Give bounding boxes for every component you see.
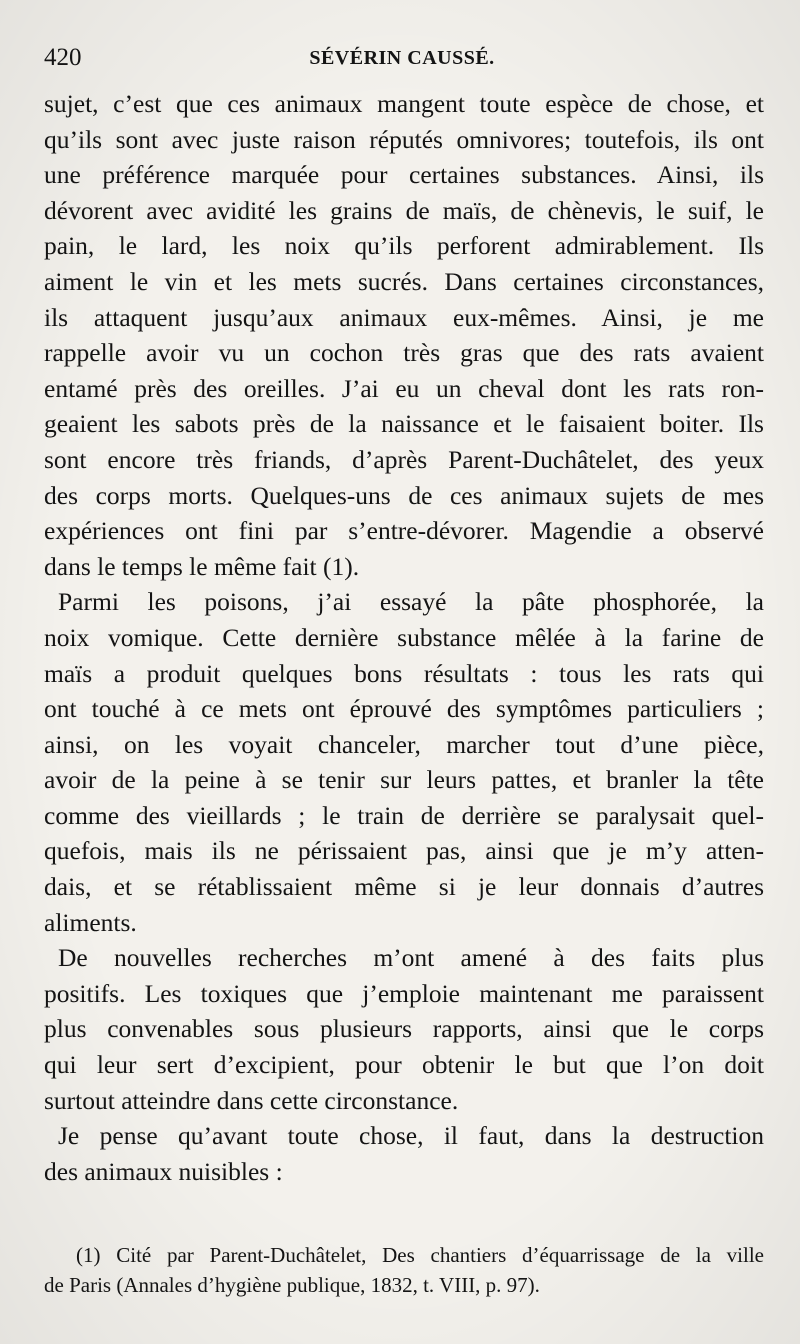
text-line: dévorent avec avidité les grains de maïs, de chènevis, le suif, le	[44, 195, 764, 225]
text-line: ont touché à ce mets ont éprouvé des symptômes particuliers ;	[44, 694, 764, 724]
footnote	[44, 1240, 764, 1300]
text-line: avoir de la peine à se tenir sur leurs pattes, et branler la tête	[44, 765, 764, 795]
text-line: maïs a produit quelques bons résultats : tous les rats qui	[44, 658, 764, 688]
text-line: pain, le lard, les noix qu’ils perforent admirablement. Ils	[44, 231, 764, 261]
page-header	[44, 40, 760, 76]
text-line: surtout atteindre dans cette circonstance.	[44, 1085, 459, 1115]
text-line: ils attaquent jusqu’aux animaux eux-mêmes. Ainsi, je me	[44, 302, 764, 332]
text-line: sujet, c’est que ces animaux mangent toute espèce de chose, et	[44, 89, 764, 118]
text-line: des corps morts. Quelques-uns de ces animaux sujets de mes	[44, 480, 764, 510]
text-line: entamé près des oreilles. J’ai eu un cheval dont les rats ron-	[44, 373, 764, 403]
page-number: 420	[44, 44, 82, 71]
text-line: dans le temps le même fait (1).	[44, 551, 360, 581]
text-line: sont encore très friands, d’après Parent-Duchâtelet, des yeux	[44, 444, 764, 474]
text-line: aliments.	[44, 907, 137, 937]
footnote-line: de Paris (Annales d’hygiène publique, 1832, t. VIII, p. 97).	[44, 1273, 540, 1297]
text-line: une préférence marquée pour certaines substances. Ainsi, ils	[44, 160, 764, 190]
text-line: comme des vieillards ; le train de derrière se paralysait quel-	[44, 800, 764, 830]
text-line: ainsi, on les voyait chanceler, marcher tout d’une pièce,	[44, 729, 764, 759]
text-line: aiment le vin et les mets sucrés. Dans certaines circonstances,	[44, 266, 764, 296]
text-line: positifs. Les toxiques que j’emploie maintenant me paraissent	[44, 978, 764, 1008]
paragraph-first-line: De nouvelles recherches m’ont amené à des faits plus	[58, 943, 764, 973]
text-line: expériences ont fini par s’entre-dévorer. Magendie a observé	[44, 516, 764, 546]
footnote-line: (1) Cité par Parent-Duchâtelet, Des chantiers d’équarrissage de la ville	[76, 1243, 764, 1267]
text-line: noix vomique. Cette dernière substance mêlée à la farine de	[44, 622, 764, 652]
body-text	[44, 86, 764, 1189]
text-line: geaient les sabots près de la naissance et le faisaient boiter. Ils	[44, 409, 764, 439]
text-line: qui leur sert d’excipient, pour obtenir le but que l’on doit	[44, 1050, 764, 1080]
text-line: des animaux nuisibles :	[44, 1156, 283, 1186]
running-head: SÉVÉRIN CAUSSÉ.	[309, 47, 495, 69]
text-line: quefois, mais ils ne périssaient pas, ainsi que je m’y atten-	[44, 836, 764, 866]
text-line: qu’ils sont avec juste raison réputés omnivores; toutefois, ils ont	[44, 124, 764, 154]
text-line: dais, et se rétablissaient même si je leur donnais d’autres	[44, 872, 764, 902]
text-line: plus convenables sous plusieurs rapports, ainsi que le corps	[44, 1014, 764, 1044]
paragraph-first-line: Parmi les poisons, j’ai essayé la pâte phosphorée, la	[58, 587, 764, 617]
text-line: rappelle avoir vu un cochon très gras que des rats avaient	[44, 338, 764, 368]
paragraph-first-line: Je pense qu’avant toute chose, il faut, dans la destruction	[58, 1121, 764, 1151]
